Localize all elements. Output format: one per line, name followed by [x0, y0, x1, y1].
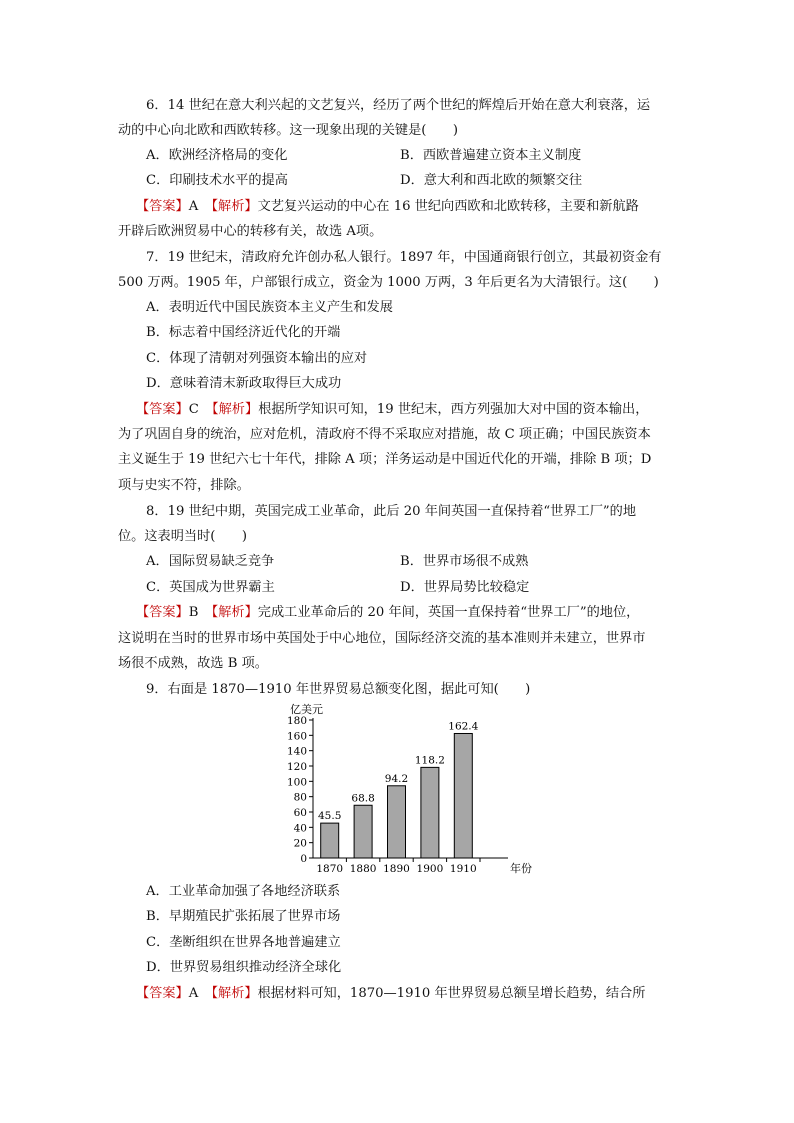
chart-y-tick-label: 160 [286, 730, 307, 743]
q6-answer-line [136, 198, 639, 216]
chart-bar [354, 805, 372, 858]
q6-analysis-line-2: 开辟后欧洲贸易中心的转移有关，故选 A项。 [118, 224, 383, 239]
chart-bar [388, 786, 406, 858]
q7-analysis-tag: 【解析】 [212, 402, 259, 417]
chart-data-label: 94.2 [384, 772, 409, 785]
trade-bar-chart [280, 700, 540, 882]
q8-stem-line-1: 8．19 世纪中期，英国完成工业革命，此后 20 年间英国一直保持着“世界工厂”的地 [146, 504, 637, 519]
chart-bar [421, 767, 439, 858]
chart-bar [454, 733, 472, 858]
chart-y-tick-label: 60 [293, 807, 307, 819]
q9-stem-line-1: 9．右面是 1870—1910 年世界贸易总额变化图，据此可知( ) [146, 682, 531, 697]
chart-y-tick-label: 120 [286, 761, 307, 773]
chart-x-tick-label: 1870 [316, 863, 344, 875]
q6-option-c[interactable]: C．印刷技术水平的提高 [146, 173, 288, 188]
q9-answer-tag: 【答案】 [136, 986, 189, 1001]
q7-option-d[interactable]: D．意味着清末新政取得巨大成功 [146, 376, 342, 391]
chart-y-tick-label: 40 [293, 822, 307, 835]
q6-answer-tag: 【答案】 [136, 199, 189, 214]
q7-analysis-line-3: 主义诞生于 19 世纪六七十年代，排除 A 项；洋务运动是中国近代化的开端，排除 B 项；D [118, 452, 652, 467]
q6-analysis-tag: 【解析】 [211, 199, 258, 214]
chart-y-tick-label: 140 [286, 745, 307, 758]
chart-data-label: 162.4 [448, 720, 479, 733]
q7-analysis-1: 根据所学知识可知，19 世纪末，西方列强加大对中国的资本输出， [258, 402, 649, 417]
q7-option-c[interactable]: C．体现了清朝对列强资本输出的应对 [146, 351, 368, 366]
q9-analysis-1: 根据材料可知，1870—1910 年世界贸易总额呈增长趋势，结合所 [257, 986, 646, 1001]
chart-xlabel: 年份 [510, 862, 532, 875]
q6-stem-line-2: 动的中心向北欧和西欧转移。这一现象出现的关键是( ) [118, 123, 458, 138]
q8-option-a[interactable]: A．国际贸易缺乏竞争 [146, 554, 275, 569]
q9-analysis-tag: 【解析】 [211, 986, 258, 1001]
q7-stem-line-2: 500 万两。1905 年，户部银行成立，资金为 1000 万两，3 年后更名为大清银行。这( ) [118, 275, 659, 290]
q7-analysis-line-4: 项与史实不符，排除。 [118, 478, 250, 493]
chart-bar [321, 823, 339, 858]
chart-x-tick-label: 1910 [449, 863, 477, 875]
q7-answer-line [136, 401, 648, 419]
chart-ylabel: 亿美元 [290, 703, 323, 716]
chart-x-axis [316, 858, 480, 875]
chart-y-tick-label: 20 [293, 837, 307, 850]
q9-option-a[interactable]: A．工业革命加强了各地经济联系 [146, 884, 341, 899]
chart-bars [318, 720, 479, 858]
chart-x-tick-label: 1900 [416, 863, 444, 875]
q8-option-b[interactable]: B．世界市场很不成熟 [400, 554, 529, 569]
q8-analysis-line-3: 场很不成熟，故选 B 项。 [118, 656, 268, 671]
q9-option-d[interactable]: D．世界贸易组织推动经济全球化 [146, 960, 342, 975]
chart-data-label: 118.2 [414, 754, 445, 767]
q7-stem-line-1: 7．19 世纪末，清政府允许创办私人银行。1897 年，中国通商银行创立，其最初资金有 [146, 250, 662, 265]
q8-analysis-1: 完成工业革命后的 20 年间，英国一直保持着“世界工厂”的地位， [257, 605, 640, 620]
chart-data-label: 45.5 [318, 810, 342, 823]
q9-option-b[interactable]: B．早期殖民扩张拓展了世界市场 [146, 909, 341, 924]
q9-option-c[interactable]: C．垄断组织在世界各地普遍建立 [146, 935, 341, 950]
chart-data-label: 68.8 [351, 792, 375, 805]
q8-answer: B [188, 605, 212, 620]
chart-x-tick-label: 1880 [349, 863, 377, 875]
q6-option-d[interactable]: D．意大利和西北欧的频繁交往 [400, 173, 583, 188]
chart-y-tick-label: 180 [286, 715, 307, 727]
q8-answer-tag: 【答案】 [136, 605, 189, 620]
chart-y-tick-label: 0 [300, 853, 307, 865]
q6-answer: A [188, 199, 212, 214]
q8-stem-line-2: 位。这表明当时( ) [118, 529, 247, 544]
q7-answer: C [188, 402, 213, 417]
q6-analysis-1: 文艺复兴运动的中心在 16 世纪向西欧和北欧转移，主要和新航路 [257, 199, 639, 214]
chart-x-tick-label: 1890 [383, 863, 410, 875]
q7-option-a[interactable]: A．表明近代中国民族资本主义产生和发展 [146, 300, 393, 315]
q8-answer-line [136, 604, 639, 622]
q9-answer: A [188, 986, 212, 1001]
chart-y-axis [287, 715, 313, 865]
q6-option-a[interactable]: A．欧洲经济格局的变化 [146, 148, 288, 163]
q8-analysis-line-2: 这说明在当时的世界市场中英国处于中心地位，国际经济交流的基本准则并未建立，世界市 [118, 631, 646, 646]
q9-answer-line [136, 985, 645, 1003]
q6-stem-line-1: 6．14 世纪在意大利兴起的文艺复兴，经历了两个世纪的辉煌后开始在意大利衰落，运 [146, 98, 651, 113]
chart-y-tick-label: 80 [293, 791, 307, 804]
q7-answer-tag: 【答案】 [136, 402, 189, 417]
q7-analysis-line-2: 为了巩固自身的统治，应对危机，清政府不得不采取应对措施，故 C 项正确；中国民族资本 [118, 427, 651, 442]
q8-analysis-tag: 【解析】 [211, 605, 258, 620]
chart-y-tick-label: 100 [286, 776, 307, 789]
q6-option-b[interactable]: B．西欧普遍建立资本主义制度 [400, 148, 582, 163]
q8-option-c[interactable]: C．英国成为世界霸主 [146, 580, 275, 595]
q7-option-b[interactable]: B．标志着中国经济近代化的开端 [146, 325, 341, 340]
q8-option-d[interactable]: D．世界局势比较稳定 [400, 580, 530, 595]
